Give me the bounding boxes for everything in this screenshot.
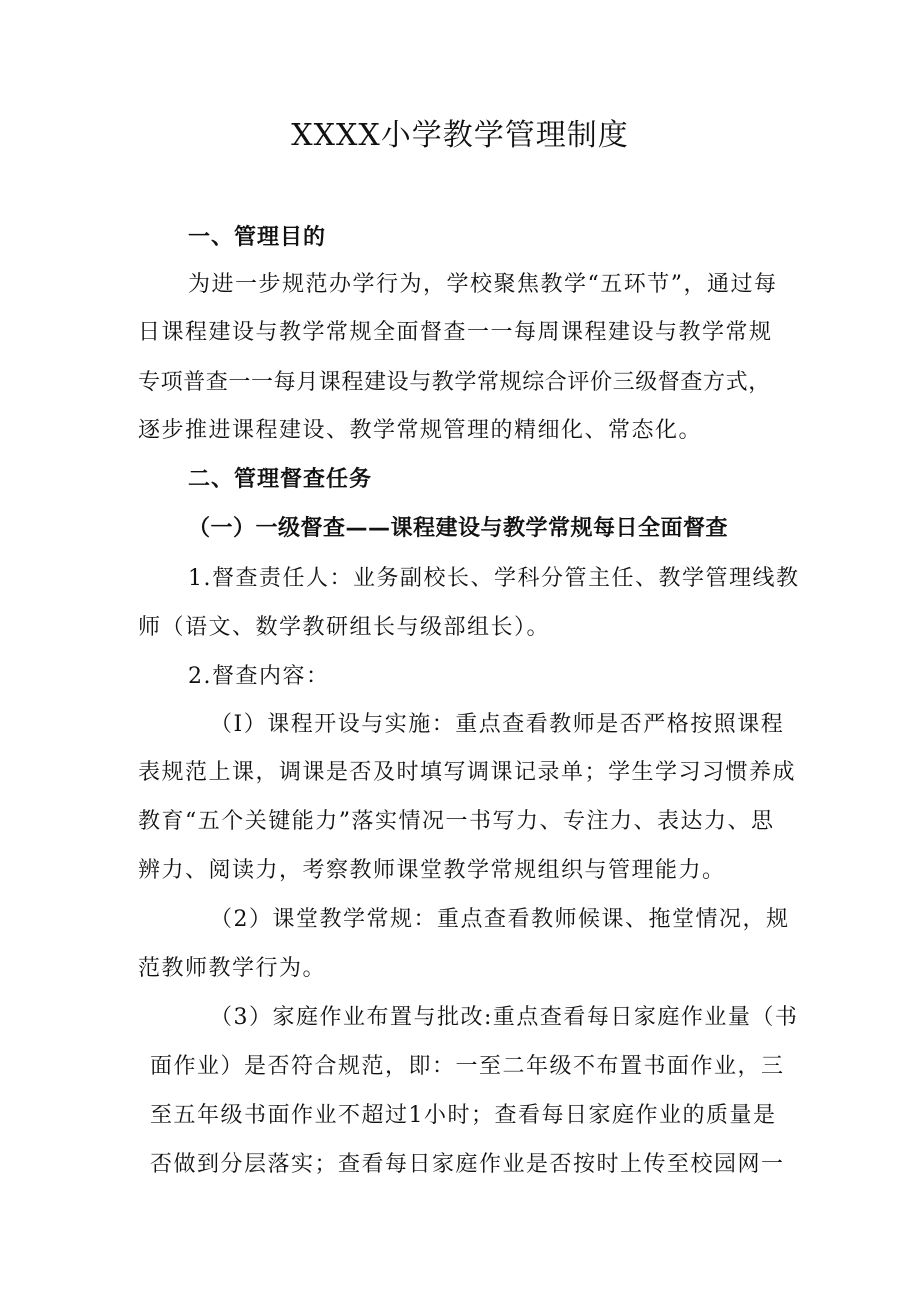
document-title: XXXX小学教学管理制度 — [291, 118, 629, 153]
point-homework-line: 面作业）是否符合规范，即：一至二年级不布置书面作业，三 — [150, 1054, 785, 1079]
section-heading-purpose: 一、管理目的 — [188, 225, 327, 250]
paragraph-line: 为进一步规范办学行为，学校聚焦教学“五环节”，通过每 — [188, 272, 778, 297]
item-responsible-line: 师（语文、数学教研组长与级部组长）。 — [138, 615, 551, 640]
point-homework-line: 至五年级书面作业不超过1小时；查看每日家庭作业的质量是 — [150, 1103, 777, 1128]
section-heading-tasks: 二、管理督查任务 — [188, 467, 373, 492]
point-course-line: （I）课程开设与实施：重点查看教师是否严格按照课程 — [210, 712, 785, 737]
point-classroom-line: （2）课堂教学常规：重点查看教师候课、拖堂情况，规 — [210, 907, 790, 932]
point-course-line: 表规范上课，调课是否及时填写调课记录单；学生学习习惯养成 — [138, 760, 797, 785]
point-classroom-line: 范教师教学行为。 — [138, 956, 327, 981]
point-course-line: 教育“五个关键能力”落实情况一书写力、专注力、表达力、思 — [138, 809, 775, 834]
paragraph-line: 逐步推进课程建设、教学常规管理的精细化、常态化。 — [138, 418, 703, 443]
point-homework-line: 否做到分层落实；查看每日家庭作业是否按时上传至校园网一 — [150, 1152, 785, 1177]
item-responsible-line: 1.督查责任人：业务副校长、学科分管主任、教学管理线教 — [188, 566, 800, 591]
point-course-line: 辨力、阅读力，考察教师课堂教学常规组织与管理能力。 — [138, 858, 726, 883]
paragraph-line: 日课程建设与教学常规全面督查一一每周课程建设与教学常规 — [138, 320, 773, 345]
point-homework-line: （3）家庭作业布置与批改:重点查看每日家庭作业量（书 — [210, 1005, 799, 1030]
paragraph-line: 专项普查一一每月课程建设与教学常规综合评价三级督查方式， — [138, 370, 771, 395]
subsection-heading-level-one: （一）一级督查——课程建设与教学常规每日全面督查 — [188, 516, 729, 541]
item-content-label: 2.督查内容： — [188, 664, 330, 689]
